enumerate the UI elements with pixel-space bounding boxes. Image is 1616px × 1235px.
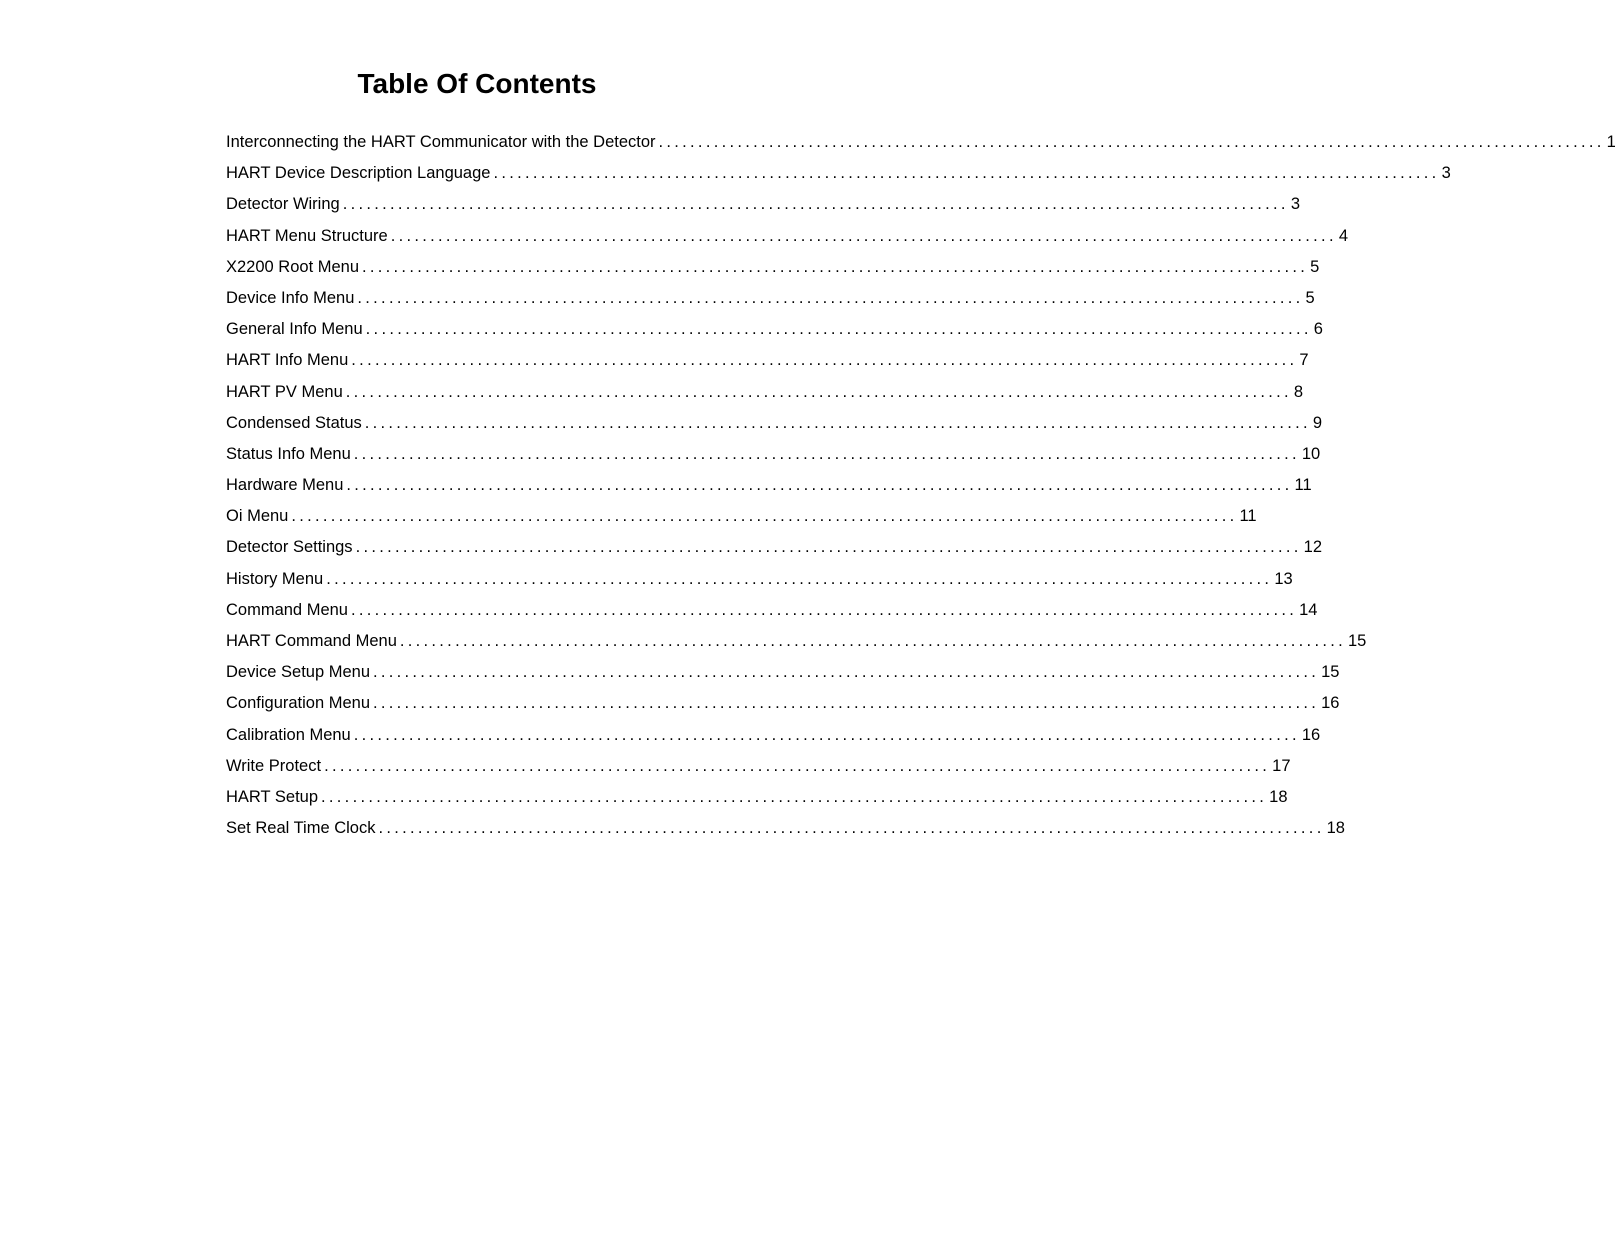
toc-entry-title: Condensed Status [226,413,362,432]
toc-entry[interactable] [226,408,1323,439]
toc-entry-page: 4 [1338,226,1349,245]
toc-entry[interactable] [226,782,1288,813]
toc-entry-page: 15 [1347,632,1367,650]
toc-entry-page: 11 [1239,507,1257,526]
toc-leader: ........................................................................................................................ [350,600,1298,619]
toc-leader: ........................................................................................................................ [362,257,1309,276]
toc-leader: ........................................................................................................................ [346,476,1293,495]
toc-entry-page: 7 [1299,351,1309,370]
toc-entry[interactable] [226,314,1323,345]
toc-entry-page: 17 [1272,756,1291,775]
toc-entry[interactable] [226,595,1318,626]
toc-entry[interactable] [226,189,1300,220]
toc-entry-title: Hardware Menu [226,476,344,495]
toc-leader: ........................................................................................................................ [291,507,1238,526]
toc-entry-title: Device Setup Menu [226,663,370,682]
toc-entry-title: Detector Wiring [226,195,340,214]
toc-entry-page: 3 [1290,195,1300,214]
toc-entry-page: 12 [1303,538,1323,557]
toc-entry[interactable] [226,501,1257,532]
toc-entry[interactable] [226,564,1293,595]
toc-entry-page: 18 [1269,787,1288,806]
toc-entry[interactable] [226,283,1315,314]
toc-entry[interactable] [226,532,1323,563]
toc-entry-title: HART PV Menu [226,382,343,401]
toc-entry-page: 5 [1310,257,1320,276]
toc-leader: ........................................................................................................................ [390,226,1337,245]
toc-entry-title: Detector Settings [226,538,353,557]
toc-entry-title: HART Device Description Language [226,164,491,183]
toc-entry-page: 14 [1299,600,1318,619]
toc-entry[interactable] [226,688,1340,719]
toc-leader: ........................................................................................................................ [373,663,1320,682]
toc-leader: ........................................................................................................................ [355,538,1302,557]
toc-entry-title: HART Command Menu [226,632,397,650]
toc-entry-page: 15 [1321,663,1340,682]
toc-entry-page: 11 [1294,476,1312,495]
toc-entry[interactable] [226,657,1340,688]
toc-entry[interactable] [226,127,1616,158]
toc-entry-title: HART Info Menu [226,351,349,370]
toc-leader: ........................................................................................................................ [493,164,1440,183]
toc-entry-title: Oi Menu [226,507,289,526]
toc-entry[interactable] [226,252,1320,283]
toc-entry-title: Interconnecting the HART Communicator with the Detector [226,133,656,151]
toc-list [226,127,1616,844]
toc-entry-page: 5 [1305,288,1315,307]
toc-entry-page: 9 [1312,413,1323,432]
toc-entry-page: 16 [1321,694,1340,713]
toc-entry-title: Configuration Menu [226,694,371,713]
toc-entry[interactable] [226,626,1367,657]
toc-leader: ........................................................................................................................ [373,694,1320,713]
toc-entry-page: 10 [1301,444,1321,463]
toc-leader: ........................................................................................................................ [399,632,1346,650]
toc-entry-title: HART Setup [226,787,319,806]
toc-entry[interactable] [226,377,1304,408]
toc-entry-title: General Info Menu [226,320,363,339]
toc-entry-title: Device Info Menu [226,288,355,307]
toc-entry-page: 13 [1274,569,1293,588]
toc-entry[interactable] [226,221,1349,252]
toc-entry-page: 3 [1441,164,1451,183]
toc-leader: ........................................................................................................................ [342,195,1289,214]
toc-leader: ........................................................................................................................ [353,725,1300,744]
toc-leader: ........................................................................................................................ [365,320,1312,339]
page-title: Table Of Contents [357,68,597,99]
toc-entry[interactable] [226,345,1309,376]
toc-leader: ........................................................................................................................ [326,569,1273,588]
toc-entry[interactable] [226,720,1321,751]
toc-entry-title: Set Real Time Clock [226,819,376,838]
toc-leader: ........................................................................................................................ [324,756,1271,775]
toc-entry[interactable] [226,470,1312,501]
toc-entry[interactable] [226,439,1321,470]
toc-entry-title: Write Protect [226,756,322,775]
toc-entry-title: Calibration Menu [226,725,351,744]
toc-entry-page: 8 [1293,382,1304,401]
toc-leader: ........................................................................................................................ [378,819,1325,838]
toc-entry-title: HART Menu Structure [226,226,388,245]
toc-entry-title: History Menu [226,569,324,588]
toc-leader: ........................................................................................................................ [658,133,1605,151]
toc-leader: ........................................................................................................................ [364,413,1311,432]
toc-leader: ........................................................................................................................ [345,382,1292,401]
toc-entry-page: 6 [1313,320,1323,339]
toc-entry-title: Status Info Menu [226,444,351,463]
toc-entry[interactable] [226,158,1451,189]
toc-entry-title: X2200 Root Menu [226,257,360,276]
toc-entry-page: 16 [1301,725,1321,744]
toc-entry[interactable] [226,751,1291,782]
toc-entry-page: 18 [1326,819,1345,838]
toc-leader: ........................................................................................................................ [353,444,1300,463]
toc-leader: ........................................................................................................................ [357,288,1304,307]
toc-leader: ........................................................................................................................ [351,351,1298,370]
toc-entry[interactable] [226,813,1345,844]
toc-entry-page: 1 [1606,133,1616,151]
toc-leader: ........................................................................................................................ [321,787,1268,806]
toc-entry-title: Command Menu [226,600,348,619]
